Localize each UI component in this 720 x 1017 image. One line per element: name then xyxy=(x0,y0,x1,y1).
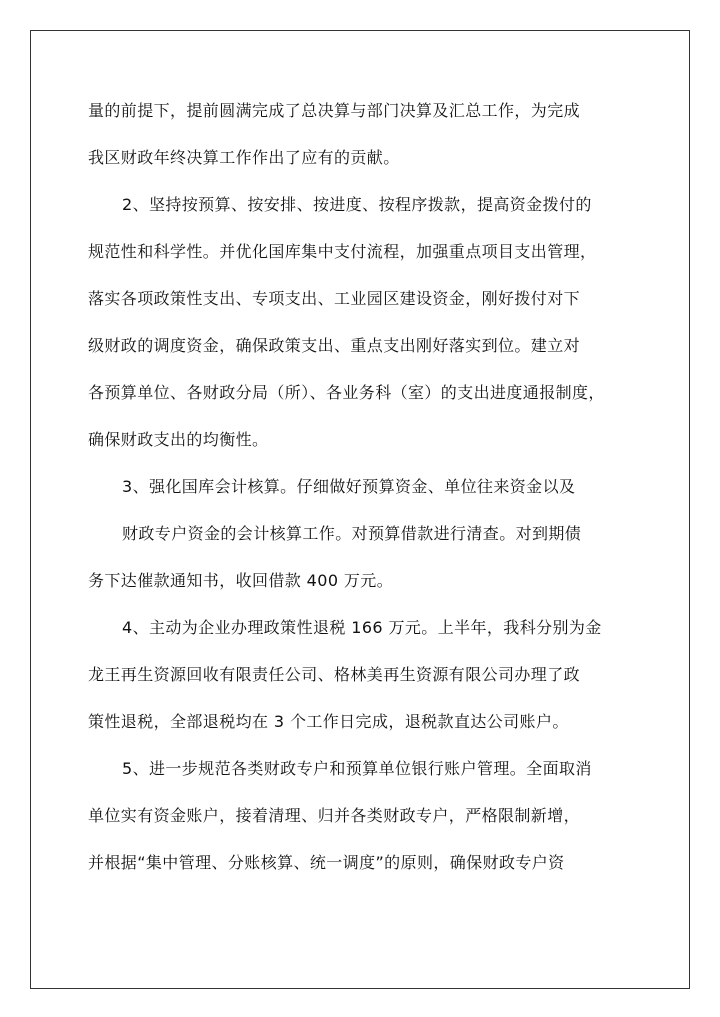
text-line: 落实各项政策性支出、专项支出、工业园区建设资金，刚好拨付对下 xyxy=(88,289,581,308)
text-line: 并根据“集中管理、分账核算、统一调度”的原则，确保财政专户资 xyxy=(88,853,565,872)
text-line: 财政专户资金的会计核算工作。对预算借款进行清查。对到期债 xyxy=(122,524,582,543)
text-line: 我区财政年终决算工作作出了应有的贡献。 xyxy=(88,148,400,167)
text-line: 规范性和科学性。并优化国库集中支付流程，加强重点项目支出管理， xyxy=(88,242,597,261)
text-line: 级财政的调度资金，确保政策支出、重点支出刚好落实到位。建立对 xyxy=(88,336,581,355)
text-line: 单位实有资金账户，接着清理、归并各类财政专户，严格限制新增， xyxy=(88,806,581,825)
text-line: 确保财政支出的均衡性。 xyxy=(88,430,269,449)
text-line: 各预算单位、各财政分局（所）、各业务科（室）的支出进度通报制度， xyxy=(88,383,605,402)
text-line: 2、坚持按预算、按安排、按进度、按程序拨款，提高资金拨付的 xyxy=(122,195,592,214)
text-line: 龙王再生资源回收有限责任公司、格林美再生资源有限公司办理了政 xyxy=(88,665,581,684)
text-line: 务下达催款通知书，收回借款 400 万元。 xyxy=(88,571,394,590)
page-border xyxy=(30,30,690,989)
text-line: 5、进一步规范各类财政专户和预算单位银行账户管理。全面取消 xyxy=(122,759,592,778)
text-line: 4、主动为企业办理政策性退税 166 万元。上半年，我科分别为金 xyxy=(122,618,602,637)
text-line: 策性退税，全部退税均在 3 个工作日完成，退税款直达公司账户。 xyxy=(88,712,569,731)
text-line: 3、强化国库会计核算。仔细做好预算资金、单位往来资金以及 xyxy=(122,477,576,496)
text-line: 量的前提下，提前圆满完成了总决算与部门决算及汇总工作，为完成 xyxy=(88,101,581,120)
